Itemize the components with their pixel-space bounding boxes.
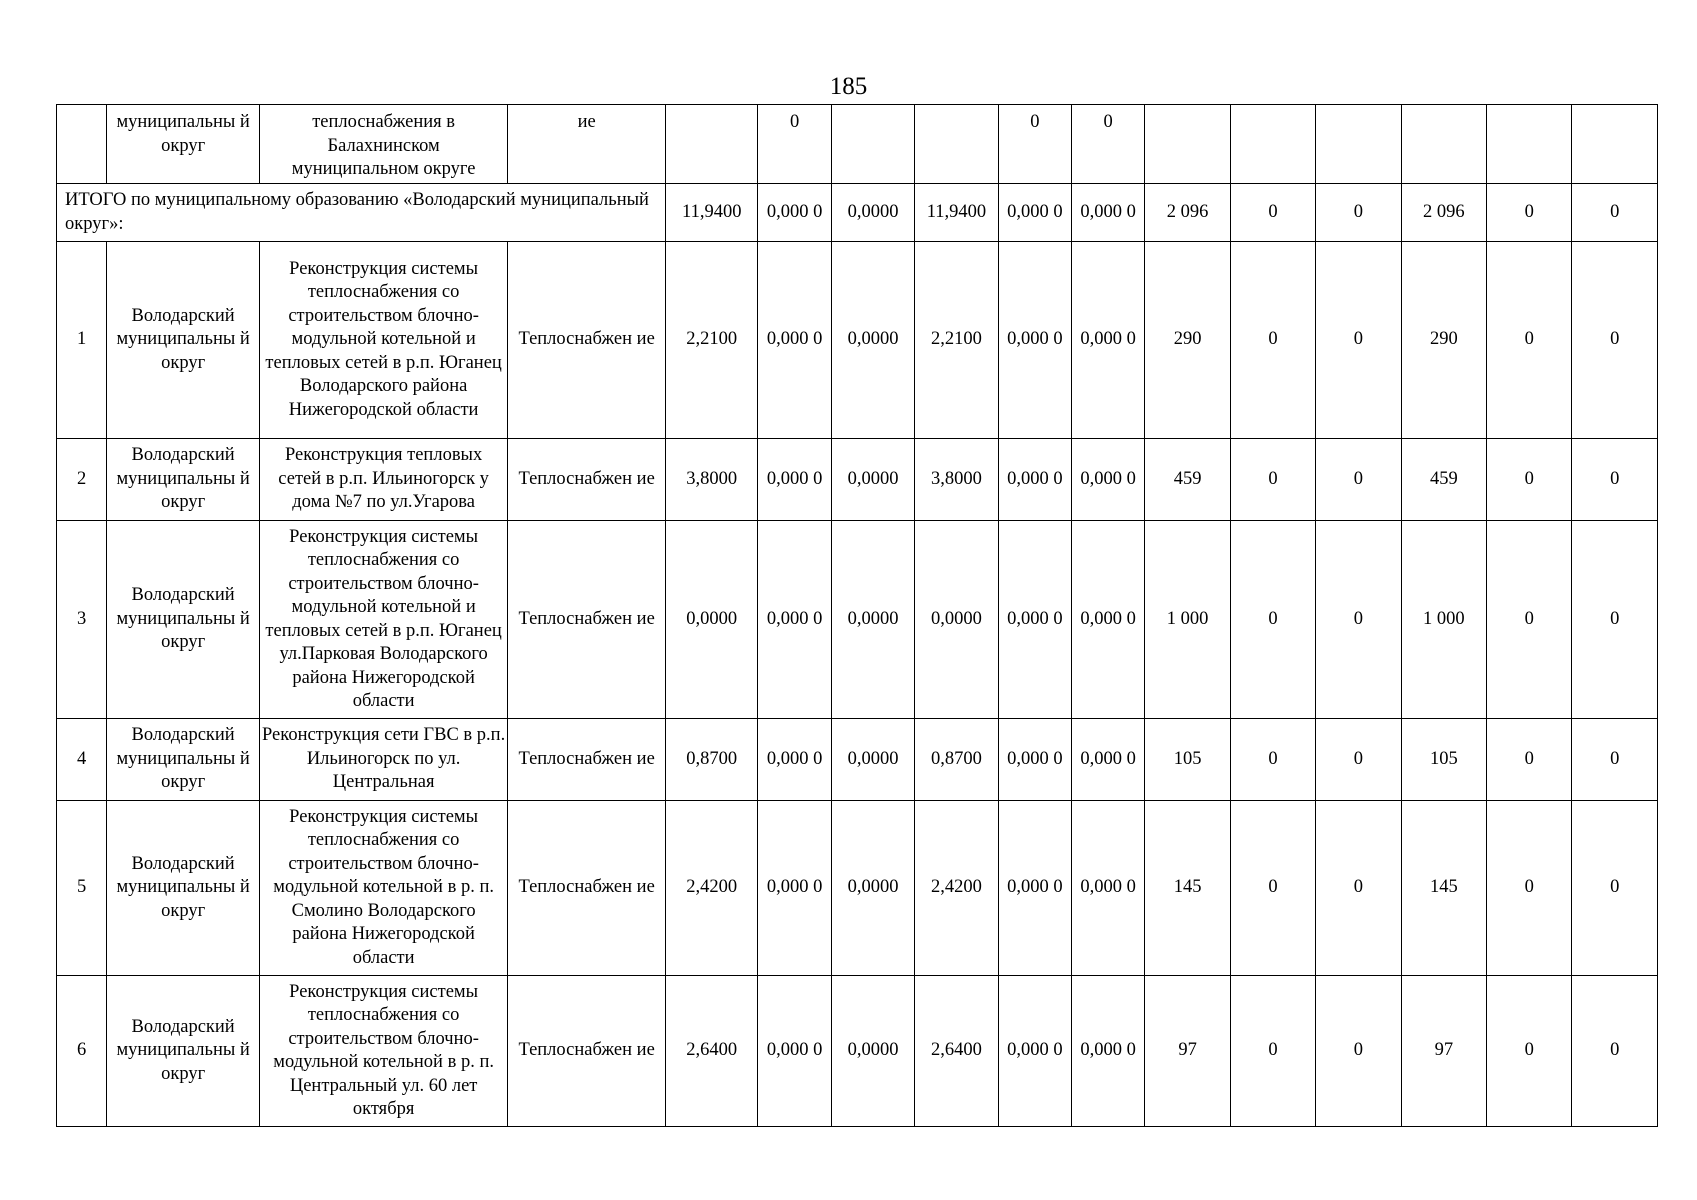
- cell-cost: [1401, 105, 1486, 184]
- cell-value: 0,000 0: [1072, 976, 1145, 1127]
- table-row: [57, 242, 1658, 439]
- cell-value: [915, 105, 998, 184]
- cell-value: 2,4200: [915, 801, 998, 976]
- cell-cost: 0: [1230, 801, 1315, 976]
- cell-value: [831, 105, 914, 184]
- cell-category: Теплоснабжен ие: [508, 242, 666, 439]
- cell-project: Реконструкция системы теплоснабжения со строительством блочно-модульной котельной и тепловых сетей в р.п. Юганец ул.Парковая Володарского района Нижегородской области: [260, 521, 508, 719]
- cell-value: 0,000 0: [998, 242, 1071, 439]
- cell-value: 0: [998, 105, 1071, 184]
- cell-value: 0,000 0: [758, 801, 831, 976]
- cell-cost: 0: [1316, 439, 1401, 521]
- cell-cost: 2 096: [1401, 184, 1486, 242]
- cell-municipality: Володарский муниципальны й округ: [107, 439, 260, 521]
- cell-project: Реконструкция тепловых сетей в р.п. Ильиногорск у дома №7 по ул.Угарова: [260, 439, 508, 521]
- cell-value: 0,8700: [666, 719, 758, 801]
- cell-cost: 1 000: [1401, 521, 1486, 719]
- cell-value: 0,0000: [915, 521, 998, 719]
- cell-value: 0,0000: [831, 801, 914, 976]
- cell-municipality: Володарский муниципальны й округ: [107, 242, 260, 439]
- cell-value: 0,000 0: [998, 801, 1071, 976]
- cell-value: 0,000 0: [998, 184, 1071, 242]
- cell-value: 0,000 0: [758, 439, 831, 521]
- cell-value: 0,000 0: [1072, 184, 1145, 242]
- cell-value: 3,8000: [915, 439, 998, 521]
- cell-category: Теплоснабжен ие: [508, 521, 666, 719]
- cell-num: 4: [57, 719, 107, 801]
- cell-cost: [1487, 105, 1572, 184]
- cell-cost: 0: [1487, 242, 1572, 439]
- cell-cost: 290: [1401, 242, 1486, 439]
- cell-category: Теплоснабжен ие: [508, 719, 666, 801]
- cell-value: 0,0000: [831, 242, 914, 439]
- cell-num: 2: [57, 439, 107, 521]
- cell-cost: 0: [1316, 719, 1401, 801]
- cell-municipality: Володарский муниципальны й округ: [107, 521, 260, 719]
- cell-value: 0,000 0: [1072, 719, 1145, 801]
- cell-municipality: муниципальны й округ: [107, 105, 260, 184]
- cell-cost: 0: [1487, 976, 1572, 1127]
- cell-value: 0,000 0: [758, 521, 831, 719]
- cell-value: 0,000 0: [998, 976, 1071, 1127]
- page-number: 185: [829, 73, 868, 100]
- cell-cost: 145: [1401, 801, 1486, 976]
- cell-cost: 0: [1572, 976, 1658, 1127]
- cell-category: Теплоснабжен ие: [508, 439, 666, 521]
- cell-cost: 459: [1145, 439, 1230, 521]
- cell-cost: 105: [1145, 719, 1230, 801]
- cell-cost: 97: [1401, 976, 1486, 1127]
- cell-cost: 0: [1316, 976, 1401, 1127]
- cell-cost: 0: [1487, 184, 1572, 242]
- cell-municipality: Володарский муниципальны й округ: [107, 976, 260, 1127]
- cell-cost: 0: [1316, 184, 1401, 242]
- cell-value: 0,000 0: [1072, 439, 1145, 521]
- cell-num: 1: [57, 242, 107, 439]
- cell-num: 6: [57, 976, 107, 1127]
- cell-cost: 0: [1230, 976, 1315, 1127]
- cell-cost: 0: [1572, 184, 1658, 242]
- cell-cost: 97: [1145, 976, 1230, 1127]
- cell-cost: 0: [1316, 801, 1401, 976]
- cell-num: [57, 105, 107, 184]
- cell-num: 3: [57, 521, 107, 719]
- cell-value: 2,6400: [666, 976, 758, 1127]
- cell-value: 0,000 0: [1072, 242, 1145, 439]
- cell-cost: 459: [1401, 439, 1486, 521]
- cell-value: 2,2100: [915, 242, 998, 439]
- cell-category: Теплоснабжен ие: [508, 976, 666, 1127]
- cell-value: 0,0000: [831, 521, 914, 719]
- cell-cost: 0: [1572, 801, 1658, 976]
- cell-cost: [1145, 105, 1230, 184]
- cell-project: Реконструкция сети ГВС в р.п. Ильиногорск по ул. Центральная: [260, 719, 508, 801]
- cell-cost: [1572, 105, 1658, 184]
- cell-cost: 0: [1572, 719, 1658, 801]
- table-row: [57, 439, 1658, 521]
- table-row: [57, 801, 1658, 976]
- cell-value: 0,000 0: [998, 521, 1071, 719]
- cell-cost: 0: [1487, 801, 1572, 976]
- cell-value: 0,000 0: [758, 976, 831, 1127]
- cell-cost: 1 000: [1145, 521, 1230, 719]
- investment-program-table: [56, 104, 1658, 1127]
- cell-value: 0,000 0: [758, 242, 831, 439]
- cell-cost: [1316, 105, 1401, 184]
- cell-value: 0: [1072, 105, 1145, 184]
- cell-value: 0,0000: [831, 976, 914, 1127]
- cell-project: Реконструкция системы теплоснабжения со строительством блочно-модульной котельной в р. п. Смолино Володарского района Нижегородской области: [260, 801, 508, 976]
- cell-value: 2,4200: [666, 801, 758, 976]
- cell-project: Реконструкция системы теплоснабжения со строительством блочно-модульной котельной в р. п. Центральный ул. 60 лет октября: [260, 976, 508, 1127]
- cell-value: 3,8000: [666, 439, 758, 521]
- cell-value: 0,0000: [831, 719, 914, 801]
- cell-cost: 0: [1230, 242, 1315, 439]
- cell-cost: 0: [1316, 242, 1401, 439]
- cell-value: 0,0000: [831, 439, 914, 521]
- cell-value: 0,000 0: [758, 719, 831, 801]
- cell-value: 0,0000: [831, 184, 914, 242]
- cell-value: [666, 105, 758, 184]
- cell-category: Теплоснабжен ие: [508, 801, 666, 976]
- cell-value: 0,8700: [915, 719, 998, 801]
- cell-cost: 0: [1230, 439, 1315, 521]
- cell-value: 0,0000: [666, 521, 758, 719]
- cell-cost: 2 096: [1145, 184, 1230, 242]
- cell-municipality: Володарский муниципальны й округ: [107, 801, 260, 976]
- cell-cost: 0: [1316, 521, 1401, 719]
- cell-cost: 0: [1230, 521, 1315, 719]
- cell-cost: 0: [1487, 719, 1572, 801]
- cell-cost: 0: [1572, 521, 1658, 719]
- cell-cost: 105: [1401, 719, 1486, 801]
- cell-value: 11,9400: [666, 184, 758, 242]
- cell-value: 0,000 0: [998, 439, 1071, 521]
- cell-category: ие: [508, 105, 666, 184]
- cell-project: Реконструкция системы теплоснабжения со строительством блочно-модульной котельной и тепловых сетей в р.п. Юганец Володарского района Нижегородской области: [260, 242, 508, 439]
- cell-value: 0: [758, 105, 831, 184]
- cell-num: 5: [57, 801, 107, 976]
- cell-value: 0,000 0: [758, 184, 831, 242]
- table-row: [57, 719, 1658, 801]
- cell-value: 2,2100: [666, 242, 758, 439]
- cell-cost: 290: [1145, 242, 1230, 439]
- table-row: [57, 976, 1658, 1127]
- cell-cost: 0: [1572, 439, 1658, 521]
- cell-municipality: Володарский муниципальны й округ: [107, 719, 260, 801]
- cell-cost: 0: [1230, 184, 1315, 242]
- cell-value: 0,000 0: [1072, 521, 1145, 719]
- cell-value: 0,000 0: [998, 719, 1071, 801]
- cell-cost: 145: [1145, 801, 1230, 976]
- cell-cost: 0: [1487, 521, 1572, 719]
- table-row: [57, 521, 1658, 719]
- cell-cost: [1230, 105, 1315, 184]
- cell-value: 2,6400: [915, 976, 998, 1127]
- table-row-continued: [57, 105, 1658, 184]
- cell-cost: 0: [1230, 719, 1315, 801]
- cell-project: теплоснабжения в Балахнинском муниципальном округе: [260, 105, 508, 184]
- total-label: ИТОГО по муниципальному образованию «Володарский муниципальный округ»:: [57, 184, 666, 242]
- table-row-total: [57, 184, 1658, 242]
- cell-cost: 0: [1487, 439, 1572, 521]
- cell-cost: 0: [1572, 242, 1658, 439]
- cell-value: 0,000 0: [1072, 801, 1145, 976]
- cell-value: 11,9400: [915, 184, 998, 242]
